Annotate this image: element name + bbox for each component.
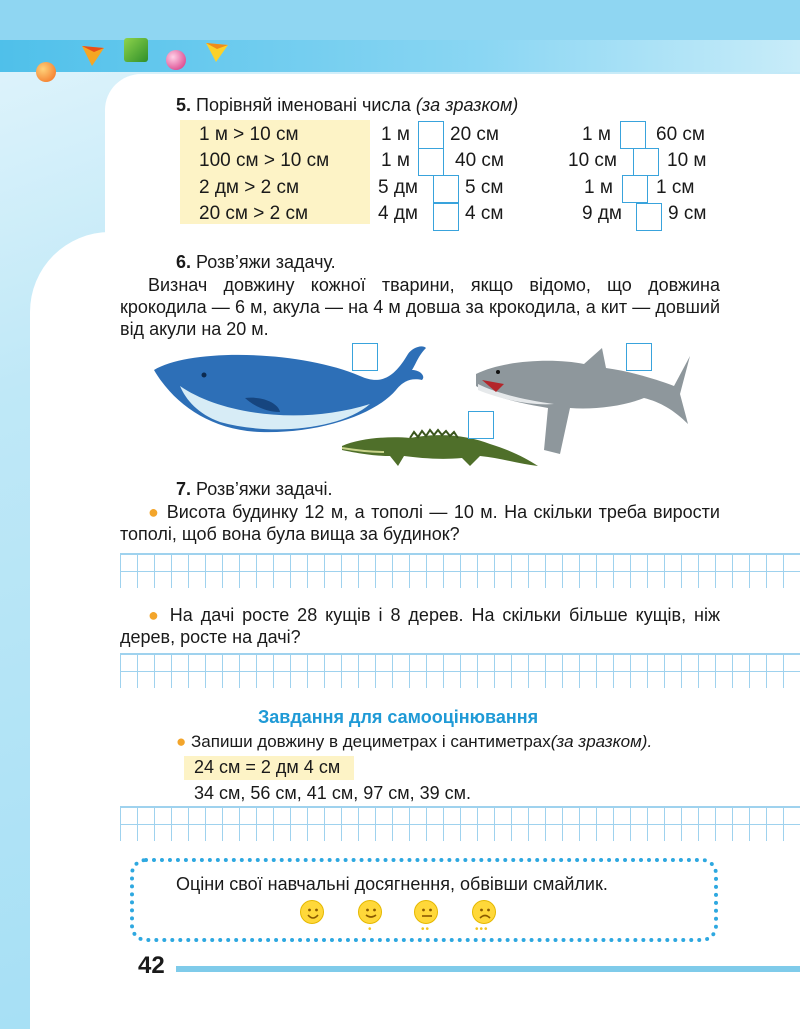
self-instruction-text: Запиши довжину в дециметрах і сантиметрах <box>191 732 551 751</box>
smile-smiley-icon[interactable] <box>358 900 382 924</box>
compare-answer-box[interactable] <box>622 175 648 203</box>
task7-problem2 <box>120 604 720 648</box>
task6-text: Визнач довжину кожної тварини, якщо відомо, що довжина крокодила — 6 м, акула — на 4 м довша за крокодила, а кит — довший від акули на 20 м. <box>120 275 720 339</box>
whale-length-box[interactable] <box>352 343 378 371</box>
crocodile-length-box[interactable] <box>468 411 494 439</box>
task5-number: 5. <box>176 95 192 115</box>
compare-left: 10 см <box>568 150 617 171</box>
task6-number: 6. <box>176 252 192 272</box>
compare-answer-box[interactable] <box>620 121 646 149</box>
yellow-cone-icon <box>204 40 230 64</box>
bullet-icon: ● <box>176 732 187 751</box>
task7-title: Розв’яжи задачі. <box>196 479 333 499</box>
compare-left: 1 м <box>381 124 410 145</box>
compare-answer-box[interactable] <box>433 203 459 231</box>
self-instruction <box>176 731 652 753</box>
compare-answer-box[interactable] <box>636 203 662 231</box>
compare-right: 60 см <box>656 124 705 145</box>
compare-left: 9 дм <box>582 203 622 224</box>
compare-left: 1 м <box>381 150 410 171</box>
orange-ball-icon <box>36 62 56 82</box>
self-assessment-title: Завдання для самооцінювання <box>258 707 539 727</box>
compare-right: 4 см <box>465 203 504 224</box>
compare-answer-box[interactable] <box>418 148 444 176</box>
task5-text: Порівняй іменовані числа <box>196 95 411 115</box>
compare-left: 4 дм <box>378 203 418 224</box>
compare-right: 40 см <box>455 150 504 171</box>
green-cube-icon <box>124 38 148 62</box>
task5-example: 100 см > 10 см <box>199 150 330 171</box>
top-strip <box>0 40 800 72</box>
task5-example: 2 дм > 2 см <box>199 177 300 198</box>
page-number: 42 <box>138 952 165 979</box>
compare-right: 20 см <box>450 124 499 145</box>
footer-line <box>176 966 800 972</box>
compare-answer-box[interactable] <box>633 148 659 176</box>
compare-right: 10 м <box>667 150 707 171</box>
compare-right: 9 см <box>668 203 707 224</box>
pink-ball-icon <box>166 50 186 70</box>
self-note: (за зразком). <box>550 732 653 751</box>
answer-grid[interactable] <box>120 653 800 688</box>
compare-left: 5 дм <box>378 177 418 198</box>
task6-header <box>176 251 336 273</box>
task7-number: 7. <box>176 479 192 499</box>
rating-dots-icon: ••• <box>475 924 489 935</box>
self-sample: 24 см = 2 дм 4 см <box>184 756 354 780</box>
orange-cone-icon <box>80 42 106 68</box>
task7-problem2-text: На дачі росте 28 кущів і 8 дерев. На скільки більше кущів, ніж дерев, росте на дачі? <box>120 605 721 647</box>
answer-grid[interactable] <box>120 806 800 841</box>
task5-example: 20 см > 2 см <box>199 203 309 224</box>
shark-length-box[interactable] <box>626 343 652 371</box>
self-list: 34 см, 56 см, 41 см, 97 см, 39 см. <box>194 783 471 803</box>
assessment-text: Оціни свої навчальні досягнення, обвівши смайлик. <box>176 874 608 894</box>
task5-note: (за зразком) <box>415 95 519 115</box>
task7-header <box>176 478 332 500</box>
compare-right: 1 см <box>656 177 695 198</box>
answer-grid[interactable] <box>120 553 800 588</box>
crocodile-illustration <box>340 422 540 470</box>
compare-answer-box[interactable] <box>433 175 459 203</box>
task7-problem1-text: Висота будинку 12 м, а тополі — 10 м. На скільки треба вирости тополі, щоб вона була вища за будинок? <box>120 502 720 544</box>
compare-left: 1 м <box>582 124 611 145</box>
task5-header <box>176 94 518 116</box>
rating-dots-icon: •• <box>421 924 431 935</box>
top-band <box>0 0 800 40</box>
happy-smiley-icon[interactable] <box>300 900 324 924</box>
compare-answer-box[interactable] <box>418 121 444 149</box>
bullet-icon: ● <box>148 502 161 522</box>
task6-title: Розв’яжи задачу. <box>196 252 336 272</box>
sad-smiley-icon[interactable] <box>472 900 496 924</box>
compare-left: 1 м <box>584 177 613 198</box>
bullet-icon: ● <box>148 605 162 625</box>
task5-example: 1 м > 10 см <box>199 124 299 145</box>
neutral-smiley-icon[interactable] <box>414 900 438 924</box>
task7-problem1 <box>120 501 720 545</box>
rating-dots-icon: • <box>368 924 373 935</box>
compare-right: 5 см <box>465 177 504 198</box>
